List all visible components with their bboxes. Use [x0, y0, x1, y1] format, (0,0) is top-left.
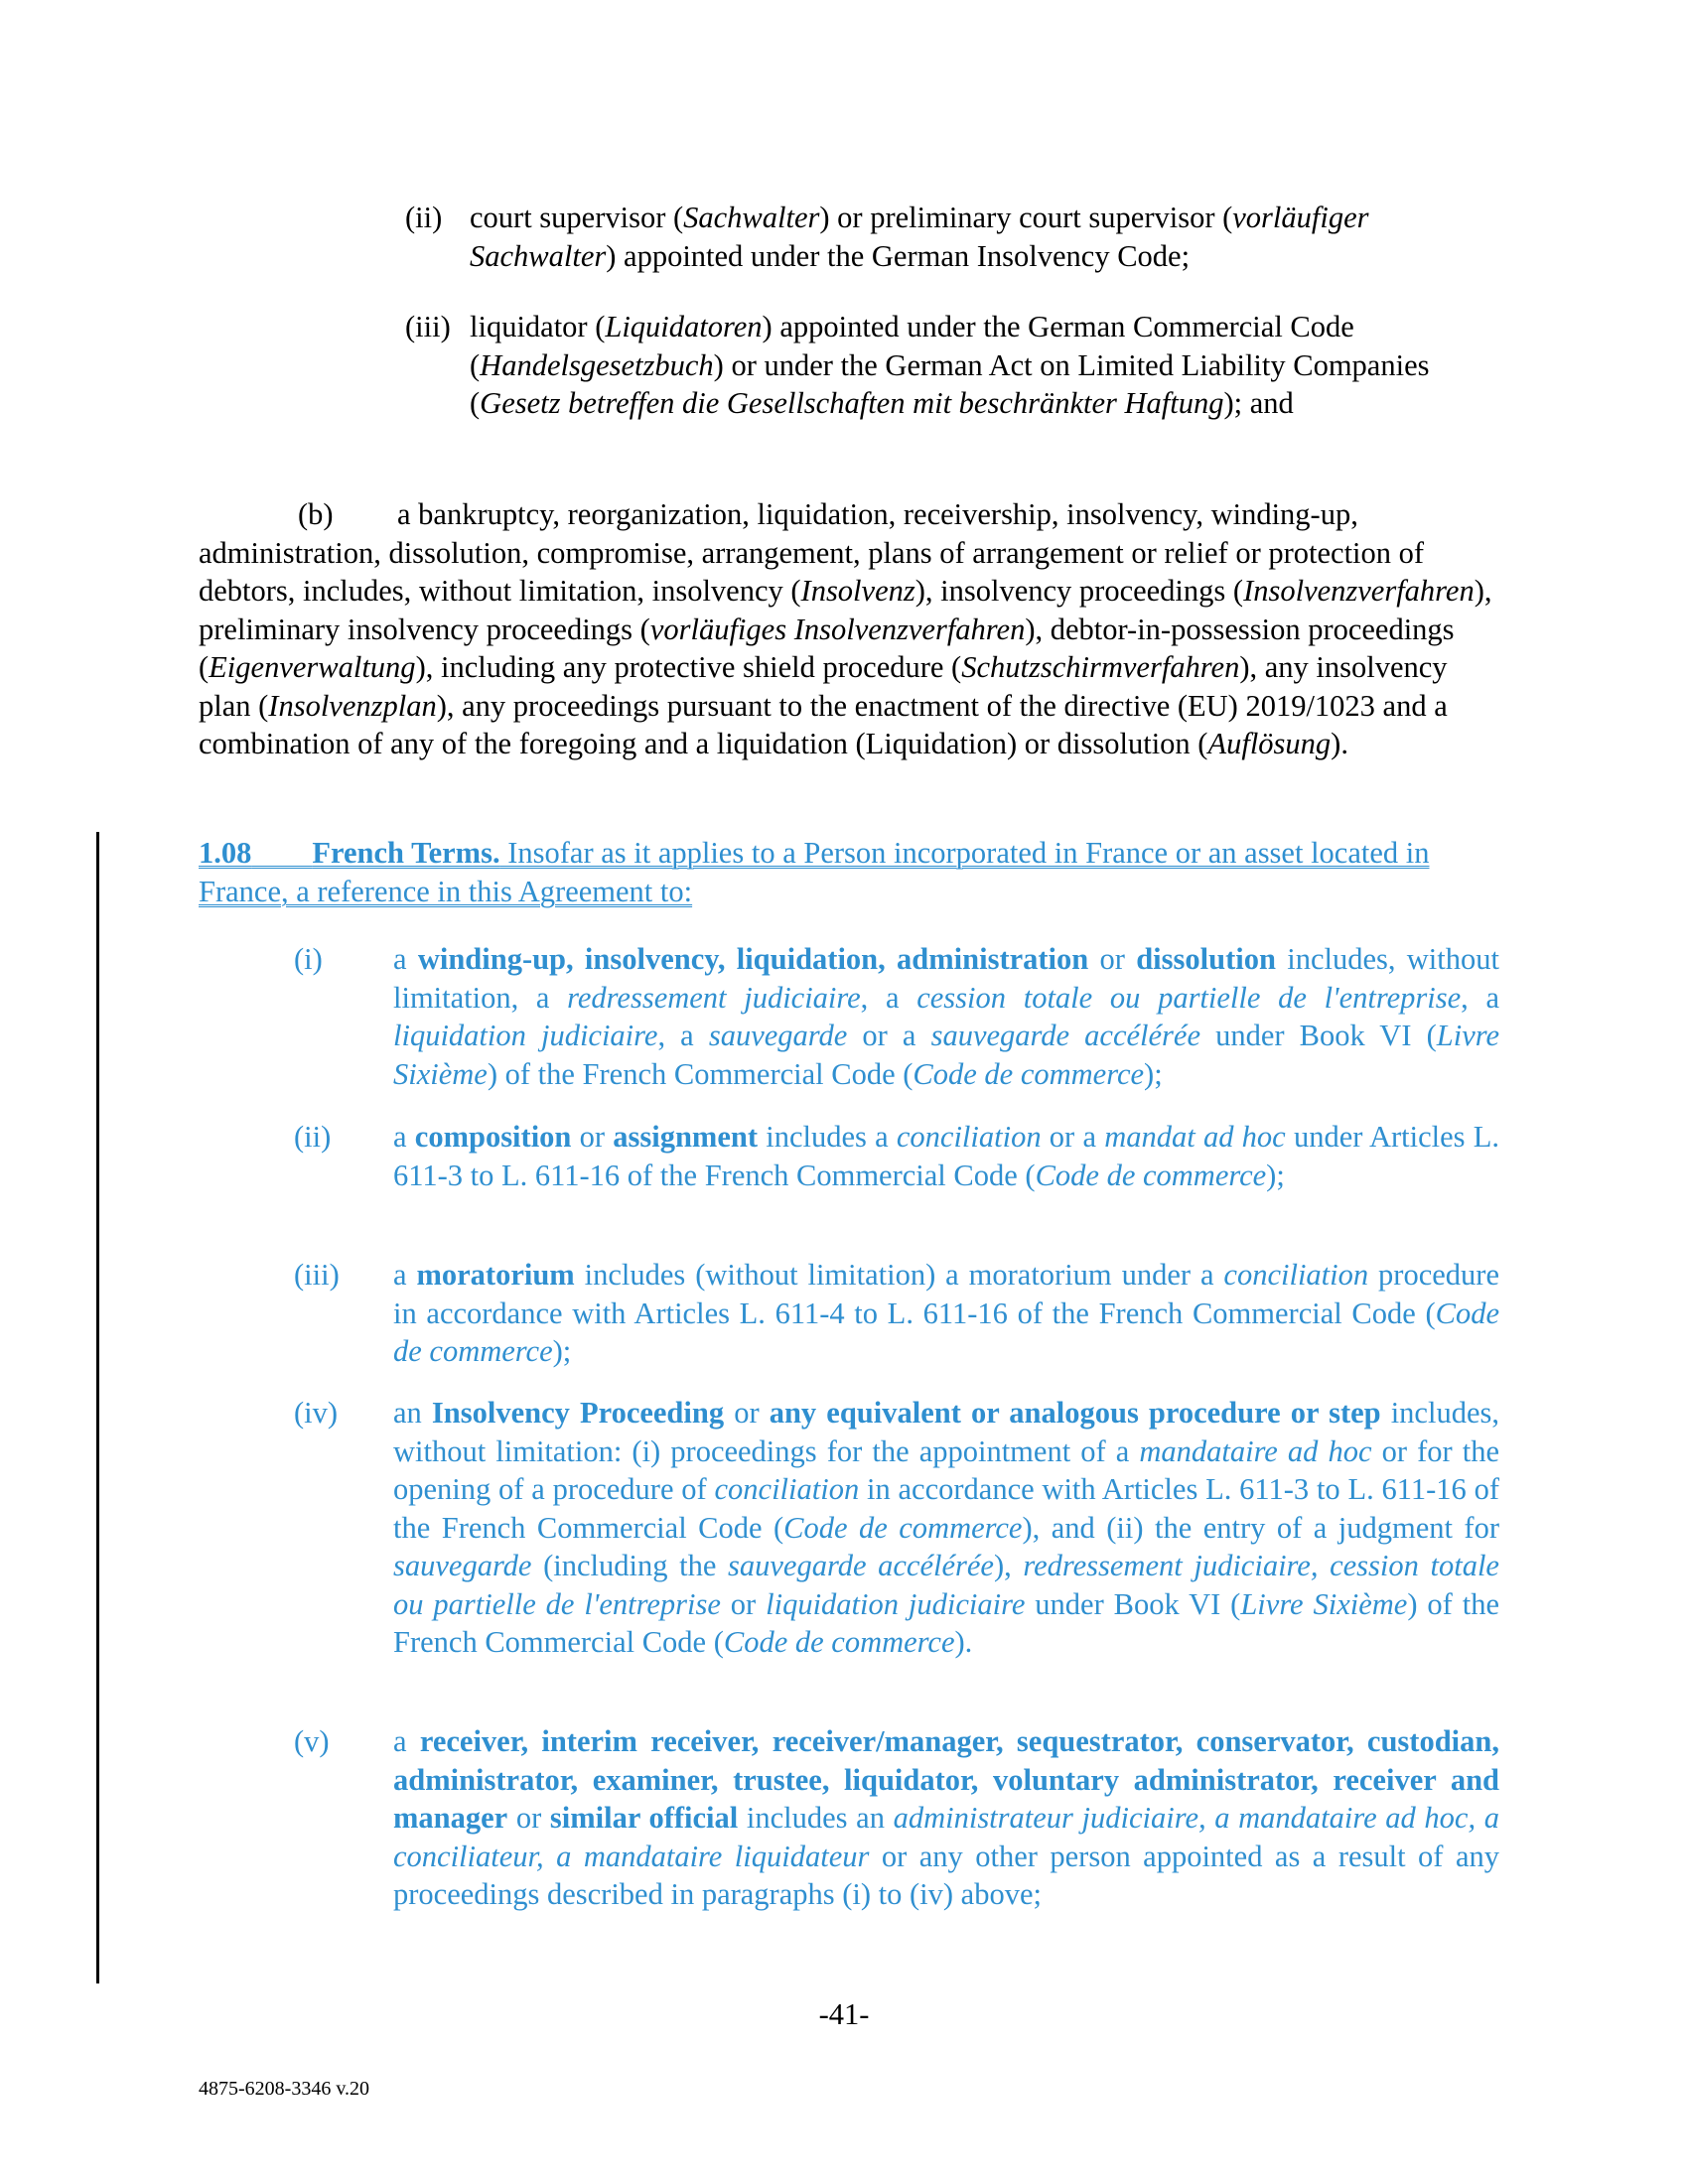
text-run — [251, 836, 312, 870]
text-run: or for the opening of a procedure of — [393, 1433, 1499, 1506]
foreign-term: Handelsgesetzbuch — [480, 347, 714, 382]
german-paragraph-b-number: (b) — [298, 497, 334, 531]
foreign-term: Livre Sixième — [393, 1019, 1500, 1091]
defined-term: French Terms. — [312, 836, 500, 870]
foreign-term: conciliation — [896, 1120, 1042, 1154]
text-run: a — [393, 942, 418, 976]
text-run: ); — [1266, 1158, 1285, 1192]
text-run: court supervisor ( — [470, 201, 684, 234]
text-run: ). — [954, 1625, 973, 1659]
french-item-iv-number: (iv) — [294, 1396, 339, 1430]
section-1-08-text — [199, 836, 1429, 908]
foreign-term: cession totale ou partielle de l'entreprise — [916, 980, 1462, 1015]
text-run: ), insolvency proceedings ( — [914, 574, 1244, 608]
foreign-term: Code de commerce — [1035, 1158, 1267, 1192]
german-paragraph-b — [199, 495, 1499, 763]
page-number: -41- — [818, 1997, 870, 2031]
text-run: or — [507, 1801, 550, 1835]
text-run: ), — [993, 1549, 1024, 1582]
text-run: in accordance with Articles L. 611-3 to L. 611-16 of the French Commercial Code ( — [393, 1472, 1499, 1545]
text-run: ); — [1144, 1056, 1163, 1091]
defined-term: similar official — [549, 1801, 739, 1835]
text-run: Insofar as it applies to a Person incorporated in France or an asset located in France, a reference in this Agreement to: — [199, 836, 1430, 908]
text-run: under Book VI ( — [1200, 1019, 1437, 1052]
french-item-v-number: (v) — [294, 1724, 330, 1758]
foreign-term: redressement judiciaire — [567, 980, 861, 1015]
foreign-term: Insolvenz — [800, 574, 915, 608]
text-run: or — [571, 1120, 614, 1154]
foreign-term: Code de commerce — [783, 1510, 1023, 1545]
text-run: or any other person appointed as a result of any proceedings described in paragraphs (i) to (iv) above; — [393, 1839, 1499, 1911]
foreign-term: Schutzschirmverfahren — [961, 650, 1240, 684]
text-run: ) or under the German Act on Limited Liability Companies ( — [470, 347, 1430, 420]
foreign-term: sauvegarde accélérée — [930, 1019, 1200, 1052]
foreign-term: sauvegarde accélérée — [728, 1549, 994, 1582]
text-run: an — [393, 1396, 432, 1430]
text-run: liquidator ( — [470, 310, 606, 343]
french-item-i-number: (i) — [294, 942, 323, 976]
text-run: ), including any protective shield procedure ( — [415, 650, 962, 684]
german-item-iii — [405, 308, 1497, 467]
text-run: ); — [552, 1334, 572, 1368]
text-run: or — [720, 1586, 767, 1621]
defined-term: winding-up, insolvency, liquidation, administration — [417, 942, 1089, 976]
foreign-term: Liquidatoren — [605, 310, 763, 343]
foreign-term: Gesetz betreffen die Gesellschaften mit beschränkter Haftung — [480, 386, 1224, 420]
foreign-term: redressement judiciaire, cession totale ou partielle de l'entreprise — [393, 1549, 1499, 1621]
text-run: , a — [657, 1019, 709, 1052]
foreign-term: sauvegarde — [393, 1549, 532, 1582]
text-run: (including the — [531, 1549, 729, 1582]
foreign-term: conciliation — [1223, 1258, 1369, 1292]
defined-term: 1.08 — [199, 836, 252, 870]
foreign-term: vorläufiges Insolvenzverfahren — [649, 612, 1026, 646]
text-run: ), debtor-in-possession proceedings ( — [199, 612, 1455, 684]
foreign-term: Code de commerce — [913, 1056, 1145, 1091]
text-run: or a — [1041, 1120, 1105, 1154]
foreign-term: Code de commerce — [393, 1296, 1499, 1368]
text-run: a — [393, 1258, 417, 1292]
foreign-term: Insolvenzplan — [268, 688, 437, 723]
foreign-term: mandataire ad hoc — [1139, 1433, 1372, 1468]
german-item-iii-text — [470, 308, 1507, 423]
german-item-ii-text — [470, 199, 1473, 275]
foreign-term: Code de commerce — [723, 1625, 955, 1659]
text-run: ), any insolvency plan ( — [199, 650, 1448, 723]
foreign-term: Auflösung — [1207, 727, 1332, 760]
text-run: or a — [847, 1019, 931, 1052]
change-bar — [96, 832, 99, 1983]
text-run: ) appointed under the German Commercial Code ( — [470, 310, 1354, 382]
foreign-term: administrateur judiciaire, a mandataire ad hoc, a conciliateur, a mandataire liquidateur — [393, 1801, 1499, 1873]
foreign-term: Insolvenzverfahren — [1243, 574, 1475, 608]
text-run: ) of the French Commercial Code ( — [487, 1056, 914, 1091]
text-run: under Book VI ( — [1025, 1586, 1241, 1621]
french-item-iii-text — [393, 1256, 1499, 1371]
foreign-term: sauvegarde — [708, 1019, 848, 1052]
text-run: ) or preliminary court supervisor ( — [819, 201, 1233, 234]
text-run: ), any proceedings pursuant to the enactment of the directive (EU) 2019/1023 and a combination of any of the foregoing and a liquidation (Liquidation) or dissolution ( — [199, 688, 1448, 760]
section-1-08-french-terms — [199, 834, 1499, 910]
text-run: a — [393, 1120, 415, 1154]
defined-term: assignment — [613, 1120, 758, 1154]
text-run: a — [393, 1724, 420, 1758]
document-id: 4875-6208-3346 v.20 — [199, 2078, 370, 2100]
defined-term: composition — [414, 1120, 572, 1154]
german-item-ii — [405, 199, 1497, 278]
defined-term: any equivalent or analogous procedure or step — [769, 1396, 1381, 1430]
german-item-ii-number: (ii) — [405, 201, 443, 234]
text-run: includes (without limitation) a moratorium under a — [574, 1258, 1224, 1292]
text-run: procedure in accordance with Articles L. 611-4 to L. 611-16 of the French Commercial Code ( — [393, 1258, 1499, 1330]
french-item-ii-number: (ii) — [294, 1120, 332, 1154]
text-run: or — [1088, 942, 1137, 976]
foreign-term: conciliation — [714, 1472, 860, 1506]
foreign-term: mandat ad hoc — [1104, 1120, 1286, 1154]
text-run: ), and (ii) the entry of a judgment for — [1022, 1510, 1499, 1545]
text-run: ); and — [1223, 386, 1294, 420]
french-item-ii-text — [393, 1118, 1499, 1194]
defined-term: receiver, interim receiver, receiver/manager, sequestrator, conservator, custodian, administrator, examiner, trustee, liquidator, voluntary administrator, receiver and manager — [393, 1724, 1499, 1835]
defined-term: moratorium — [416, 1258, 575, 1292]
french-item-iii-number: (iii) — [294, 1258, 340, 1292]
french-item-v-text — [393, 1722, 1499, 1914]
text-run: , a — [860, 980, 917, 1015]
text-run: a bankruptcy, reorganization, liquidation, receivership, insolvency, winding-up, administration, dissolution, compromise, arrangement, plans of arrangement or relief or protection of debtors, includes, without limitation, insolvency ( — [199, 497, 1425, 608]
french-item-i-text — [393, 940, 1499, 1093]
german-paragraph-b-text — [199, 497, 1492, 760]
foreign-term: liquidation judiciaire — [766, 1586, 1026, 1621]
defined-term: Insolvency Proceeding — [431, 1396, 725, 1430]
foreign-term: liquidation judiciaire — [393, 1019, 658, 1052]
text-run: ). — [1331, 727, 1348, 760]
text-run: ) appointed under the German Insolvency Code; — [606, 238, 1191, 273]
text-run: , a — [1461, 980, 1499, 1015]
defined-term: dissolution — [1136, 942, 1276, 976]
french-item-iv-text — [393, 1394, 1499, 1662]
text-run: ), preliminary insolvency proceedings ( — [199, 574, 1492, 646]
text-run: under Articles L. 611-3 to L. 611-16 of the French Commercial Code ( — [393, 1120, 1499, 1192]
text-run: includes a — [758, 1120, 897, 1154]
text-run: includes an — [738, 1801, 894, 1835]
foreign-term: Sachwalter — [683, 201, 820, 234]
text-run: includes, without limitation, a — [393, 942, 1499, 1015]
text-run: or — [724, 1396, 770, 1430]
german-item-iii-number: (iii) — [405, 310, 451, 343]
text-run: ) of the French Commercial Code ( — [393, 1586, 1499, 1659]
foreign-term: Eigenverwaltung — [209, 650, 416, 684]
foreign-term: Livre Sixième — [1240, 1586, 1408, 1621]
text-run: includes, without limitation: (i) proceedings for the appointment of a — [393, 1396, 1499, 1468]
foreign-term: vorläufiger Sachwalter — [470, 201, 1369, 273]
